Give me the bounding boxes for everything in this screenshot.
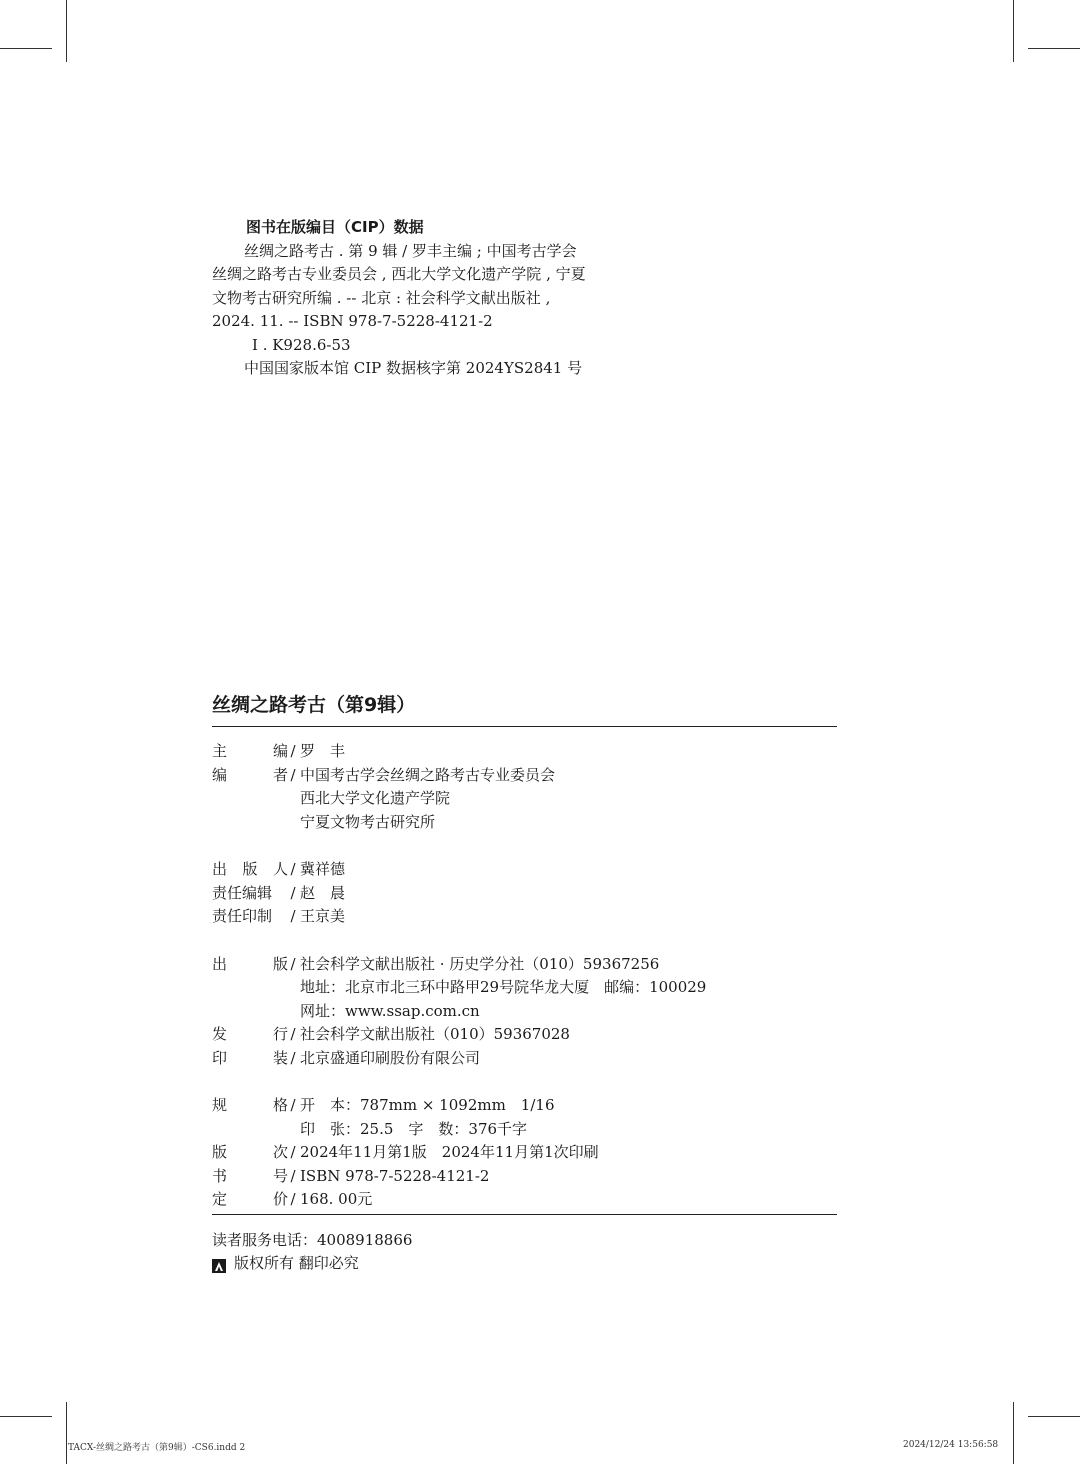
credit-row-printing — [212, 1047, 852, 1071]
credit-label: 出 版 人 — [212, 860, 288, 878]
reader-service-phone: 读者服务电话：4008918866 — [212, 1231, 413, 1249]
slug-filename: TACX-丝绸之路考古（第9辑）-CS6.indd 2 — [68, 1443, 246, 1453]
credit-value: 北京盛通印刷股份有限公司 — [300, 1048, 481, 1067]
credit-value: 168. 00元 — [300, 1190, 373, 1208]
crop-mark — [0, 1416, 52, 1417]
credit-value: 网址：www.ssap.com.cn — [300, 1001, 480, 1020]
credit-label: 定 价 — [212, 1190, 288, 1208]
credit-slash: / — [290, 860, 296, 878]
credit-row-isbn — [212, 1165, 852, 1189]
credit-slash: / — [290, 907, 296, 925]
credit-value: 西北大学文化遗产学院 — [300, 789, 451, 807]
divider — [212, 1214, 837, 1215]
credit-row-compilers — [212, 764, 852, 788]
credit-value: 2024年11月第1版 2024年11月第1次印刷 — [300, 1143, 599, 1161]
credit-row-price — [212, 1188, 852, 1212]
credit-row-publisher-person — [212, 858, 852, 882]
credit-value: 罗 丰 — [300, 742, 346, 760]
credit-slash: / — [290, 1025, 296, 1043]
credit-slash: / — [290, 1048, 296, 1067]
ssap-logo-icon — [212, 1256, 226, 1270]
credit-slash: / — [290, 765, 296, 784]
credit-value: 冀祥德 — [300, 860, 346, 878]
credit-row-responsible-editor — [212, 882, 852, 906]
credit-slash: / — [290, 1143, 296, 1161]
copyright-text: 版权所有 翻印必究 — [234, 1254, 359, 1272]
credits-block — [212, 740, 852, 1212]
credit-label: 发 行 — [212, 1025, 288, 1043]
crop-mark — [1013, 1402, 1014, 1464]
cip-line: 文物考古研究所编 . -- 北京 : 社会科学文献出版社 , — [212, 288, 551, 307]
cip-line: 丝绸之路考古专业委员会 , 西北大学文化遗产学院 , 宁夏 — [212, 265, 586, 283]
copyright-notice — [212, 1251, 359, 1275]
crop-mark — [1013, 0, 1014, 62]
credit-slash: / — [290, 1190, 296, 1208]
cip-line: 丝绸之路考古 . 第 9 辑 / 罗丰主编 ; 中国考古学会 — [244, 241, 577, 260]
credit-label: 主 编 — [212, 742, 288, 760]
credit-row-chief-editor — [212, 740, 852, 764]
credit-label: 书 号 — [212, 1166, 288, 1185]
credit-value: 地址：北京市北三环中路甲29号院华龙大厦 邮编：100029 — [300, 978, 707, 996]
credit-row-responsible-printing — [212, 905, 852, 929]
crop-mark — [0, 48, 52, 49]
cip-title: 图书在版编目（CIP）数据 — [246, 218, 424, 236]
credit-value: 印 张：25.5 字 数：376千字 — [300, 1119, 528, 1138]
credit-value: 中国考古学会丝绸之路考古专业委员会 — [300, 765, 556, 784]
credit-row-edition — [212, 1141, 852, 1165]
credit-label: 印 装 — [212, 1048, 288, 1067]
credit-row-continued — [212, 976, 852, 1000]
cip-block — [212, 216, 632, 381]
credit-label: 编 者 — [212, 765, 288, 784]
credit-label: 责任印制 — [212, 907, 273, 925]
credit-value: 社会科学文献出版社（010）59367028 — [300, 1025, 570, 1043]
credit-value: 宁夏文物考古研究所 — [300, 812, 436, 831]
credit-row-continued — [212, 787, 852, 811]
cip-line: 中国国家版本馆 CIP 数据核字第 2024YS2841 号 — [244, 359, 583, 377]
credit-row-continued — [212, 1118, 852, 1142]
cip-line: Ⅰ . K928.6-53 — [252, 335, 351, 354]
credit-value: ISBN 978-7-5228-4121-2 — [300, 1166, 490, 1185]
crop-mark — [1028, 1416, 1080, 1417]
crop-mark — [1028, 48, 1080, 49]
cip-line: 2024. 11. -- ISBN 978-7-5228-4121-2 — [212, 312, 493, 330]
credit-slash: / — [290, 954, 296, 973]
credit-value: 王京美 — [300, 907, 346, 925]
credit-label: 规 格 — [212, 1096, 288, 1114]
credit-value: 赵 晨 — [300, 883, 346, 902]
divider — [212, 726, 837, 727]
credit-row-continued — [212, 811, 852, 835]
credit-value: 社会科学文献出版社 · 历史学分社（010）59367256 — [300, 954, 660, 973]
credit-label: 版 次 — [212, 1143, 288, 1161]
credit-label: 责任编辑 — [212, 883, 273, 902]
credit-label: 出 版 — [212, 954, 288, 973]
credit-row-specs — [212, 1094, 852, 1118]
crop-mark — [66, 0, 67, 62]
slug-timestamp: 2024/12/24 13:56:58 — [903, 1440, 999, 1450]
credit-slash: / — [290, 883, 296, 902]
credit-slash: / — [290, 1096, 296, 1114]
credit-slash: / — [290, 1166, 296, 1185]
credit-slash: / — [290, 742, 296, 760]
crop-mark — [66, 1402, 67, 1464]
credit-value: 开 本：787mm × 1092mm 1/16 — [300, 1096, 555, 1114]
book-title: 丝绸之路考古（第9辑） — [212, 694, 416, 716]
credit-row-distribution — [212, 1023, 852, 1047]
credit-row-publishing — [212, 953, 852, 977]
credit-row-continued — [212, 1000, 852, 1024]
